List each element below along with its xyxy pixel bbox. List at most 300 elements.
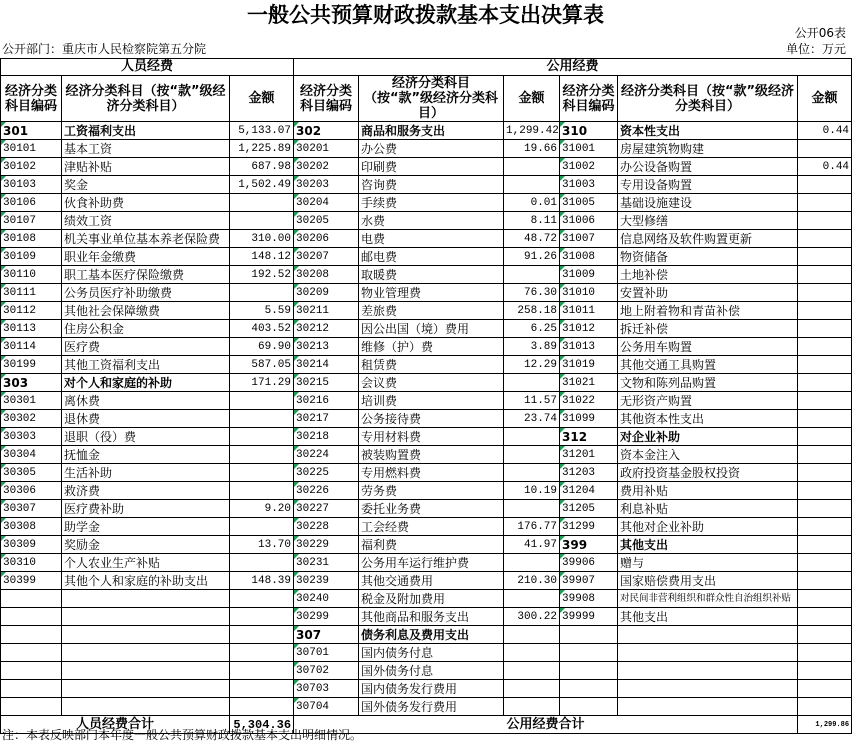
personnel-name-cell <box>62 680 230 698</box>
personnel-name-cell: 助学金 <box>62 518 230 536</box>
personnel-amount-cell <box>230 482 294 500</box>
personnel-name-cell: 奖金 <box>62 176 230 194</box>
public-col2-name-cell: 其他对企业补助 <box>618 518 798 536</box>
public-col2-name-cell <box>618 698 798 716</box>
public-col1-code-header: 经济分类科目编码 <box>294 76 359 122</box>
personnel-code-cell <box>1 644 62 662</box>
public-col2-name-cell <box>618 626 798 644</box>
personnel-code-cell <box>1 608 62 626</box>
public-col1-amount-cell <box>504 374 560 392</box>
public-col1-amount-cell <box>504 500 560 518</box>
public-col1-amount-cell: 91.26 <box>504 248 560 266</box>
personnel-group-header: 人员经费 <box>1 59 294 76</box>
table-row <box>1 554 852 572</box>
personnel-amount-cell <box>230 410 294 428</box>
personnel-total-amount: 5,304.36 <box>230 716 294 734</box>
personnel-code-cell: 303 <box>1 374 62 392</box>
table-row <box>1 410 852 428</box>
public-col1-name-cell: 办公费 <box>359 140 504 158</box>
public-col1-name-cell: 维修（护）费 <box>359 338 504 356</box>
public-col2-code-cell: 31009 <box>560 266 618 284</box>
personnel-amount-cell <box>230 446 294 464</box>
personnel-amount-cell: 310.00 <box>230 230 294 248</box>
public-col2-code-cell <box>560 644 618 662</box>
public-col2-name-cell: 其他支出 <box>618 608 798 626</box>
public-col2-amount-cell <box>798 518 852 536</box>
public-col1-name-cell: 被装购置费 <box>359 446 504 464</box>
public-col2-code-cell: 31001 <box>560 140 618 158</box>
public-col1-name-cell: 福利费 <box>359 536 504 554</box>
public-col2-code-cell: 39908 <box>560 590 618 608</box>
personnel-code-cell: 30302 <box>1 410 62 428</box>
public-col1-amount-cell: 10.19 <box>504 482 560 500</box>
personnel-name-cell: 生活补助 <box>62 464 230 482</box>
public-col1-name-cell: 咨询费 <box>359 176 504 194</box>
table-row <box>1 176 852 194</box>
public-col2-code-cell: 31021 <box>560 374 618 392</box>
table-row <box>1 194 852 212</box>
personnel-amount-cell: 1,502.49 <box>230 176 294 194</box>
public-col2-name-cell: 对民间非营利组织和群众性自治组织补贴 <box>618 590 798 608</box>
personnel-amount-cell <box>230 680 294 698</box>
public-col1-code-cell: 30206 <box>294 230 359 248</box>
personnel-amount-cell: 9.20 <box>230 500 294 518</box>
public-col2-code-cell: 39907 <box>560 572 618 590</box>
public-col1-name-cell: 专用燃料费 <box>359 464 504 482</box>
public-col1-code-cell: 30703 <box>294 680 359 698</box>
public-col1-name-cell: 电费 <box>359 230 504 248</box>
personnel-name-cell: 其他工资福利支出 <box>62 356 230 374</box>
public-col2-code-cell: 31007 <box>560 230 618 248</box>
personnel-amount-cell: 403.52 <box>230 320 294 338</box>
public-col2-name-cell <box>618 680 798 698</box>
personnel-code-cell: 30111 <box>1 284 62 302</box>
public-col1-name-cell: 委托业务费 <box>359 500 504 518</box>
personnel-code-cell: 30304 <box>1 446 62 464</box>
public-col2-code-cell: 31008 <box>560 248 618 266</box>
personnel-code-cell: 30109 <box>1 248 62 266</box>
public-col1-amount-cell <box>504 158 560 176</box>
public-col2-amount-cell: 0.44 <box>798 122 852 140</box>
public-col1-code-cell: 30215 <box>294 374 359 392</box>
personnel-code-cell: 301 <box>1 122 62 140</box>
public-col1-code-cell: 30211 <box>294 302 359 320</box>
personnel-amount-cell: 171.29 <box>230 374 294 392</box>
public-group-header: 公用经费 <box>294 59 852 76</box>
public-col1-name-cell: 邮电费 <box>359 248 504 266</box>
personnel-name-cell: 职工基本医疗保险缴费 <box>62 266 230 284</box>
public-col2-code-cell: 31003 <box>560 176 618 194</box>
public-col2-name-cell: 无形资产购置 <box>618 392 798 410</box>
public-col1-amount-cell: 41.97 <box>504 536 560 554</box>
public-col2-amount-header: 金额 <box>798 76 852 122</box>
personnel-code-cell: 30399 <box>1 572 62 590</box>
public-col2-code-cell: 31012 <box>560 320 618 338</box>
table-row <box>1 626 852 644</box>
public-col1-name-cell: 会议费 <box>359 374 504 392</box>
table-body <box>1 122 852 716</box>
form-number: 公开06表 <box>794 26 846 40</box>
table-row <box>1 644 852 662</box>
personnel-code-cell: 30110 <box>1 266 62 284</box>
public-col2-amount-cell <box>798 482 852 500</box>
public-col2-name-cell <box>618 644 798 662</box>
public-col2-name-cell: 房屋建筑物购建 <box>618 140 798 158</box>
expenditure-table <box>0 58 852 734</box>
table-row <box>1 518 852 536</box>
public-col1-code-cell: 30218 <box>294 428 359 446</box>
personnel-code-cell: 30310 <box>1 554 62 572</box>
public-col1-amount-cell: 300.22 <box>504 608 560 626</box>
public-col1-name-cell: 专用材料费 <box>359 428 504 446</box>
personnel-amount-cell <box>230 428 294 446</box>
public-col1-amount-cell: 0.01 <box>504 194 560 212</box>
public-col2-amount-cell <box>798 338 852 356</box>
table-row <box>1 590 852 608</box>
public-col2-code-cell <box>560 626 618 644</box>
public-col1-name-cell: 商品和服务支出 <box>359 122 504 140</box>
personnel-code-cell: 30309 <box>1 536 62 554</box>
public-col1-amount-cell: 210.30 <box>504 572 560 590</box>
public-col2-code-cell: 31022 <box>560 392 618 410</box>
public-col1-amount-cell <box>504 176 560 194</box>
public-col2-amount-cell <box>798 464 852 482</box>
public-col1-code-cell: 30239 <box>294 572 359 590</box>
personnel-code-cell: 30106 <box>1 194 62 212</box>
public-col1-code-cell: 30205 <box>294 212 359 230</box>
public-col1-code-cell: 30702 <box>294 662 359 680</box>
table-row <box>1 428 852 446</box>
table-row <box>1 536 852 554</box>
public-col2-name-cell: 地上附着物和青苗补偿 <box>618 302 798 320</box>
public-col2-code-cell: 39999 <box>560 608 618 626</box>
personnel-amount-cell <box>230 698 294 716</box>
personnel-amount-cell <box>230 464 294 482</box>
public-col2-name-cell: 费用补贴 <box>618 482 798 500</box>
public-col1-code-cell: 30224 <box>294 446 359 464</box>
personnel-name-cell: 伙食补助费 <box>62 194 230 212</box>
personnel-amount-cell: 5.59 <box>230 302 294 320</box>
public-col2-name-cell: 物资储备 <box>618 248 798 266</box>
public-col1-name-cell: 劳务费 <box>359 482 504 500</box>
public-col2-code-cell: 31010 <box>560 284 618 302</box>
public-col1-code-cell: 30217 <box>294 410 359 428</box>
public-col1-name-cell: 国内债务发行费用 <box>359 680 504 698</box>
public-col2-name-cell: 安置补助 <box>618 284 798 302</box>
table-row <box>1 500 852 518</box>
personnel-code-cell: 30303 <box>1 428 62 446</box>
personnel-name-cell: 工资福利支出 <box>62 122 230 140</box>
personnel-name-cell: 医疗费补助 <box>62 500 230 518</box>
personnel-name-cell: 对个人和家庭的补助 <box>62 374 230 392</box>
public-col2-amount-cell <box>798 626 852 644</box>
public-col1-name-cell: 债务利息及费用支出 <box>359 626 504 644</box>
public-col2-amount-cell <box>798 536 852 554</box>
public-col1-name-cell: 税金及附加费用 <box>359 590 504 608</box>
personnel-amount-cell <box>230 518 294 536</box>
table-row <box>1 680 852 698</box>
public-col2-name-cell: 政府投资基金股权投资 <box>618 464 798 482</box>
public-col1-amount-cell <box>504 662 560 680</box>
public-col2-amount-cell <box>798 266 852 284</box>
table-row <box>1 122 852 140</box>
public-col2-code-cell: 31005 <box>560 194 618 212</box>
personnel-name-cell: 公务员医疗补助缴费 <box>62 284 230 302</box>
public-col2-name-cell: 土地补偿 <box>618 266 798 284</box>
public-col2-amount-cell <box>798 356 852 374</box>
personnel-amount-cell: 687.98 <box>230 158 294 176</box>
personnel-amount-cell: 1,225.89 <box>230 140 294 158</box>
personnel-code-cell: 30103 <box>1 176 62 194</box>
public-col2-code-cell: 31203 <box>560 464 618 482</box>
personnel-amount-cell <box>230 626 294 644</box>
public-col2-code-header: 经济分类科目编码 <box>560 76 618 122</box>
public-col2-name-cell: 专用设备购置 <box>618 176 798 194</box>
personnel-amount-cell: 148.39 <box>230 572 294 590</box>
public-col1-amount-cell: 19.66 <box>504 140 560 158</box>
public-col1-amount-cell: 6.25 <box>504 320 560 338</box>
public-col1-amount-cell: 176.77 <box>504 518 560 536</box>
public-col2-code-cell: 312 <box>560 428 618 446</box>
public-col1-code-cell: 30214 <box>294 356 359 374</box>
public-col1-code-cell: 30213 <box>294 338 359 356</box>
personnel-name-cell: 奖励金 <box>62 536 230 554</box>
footnote: 注：本表反映部门本年度一般公共预算财政拨款基本支出明细情况。 <box>2 728 363 742</box>
public-col2-code-cell <box>560 662 618 680</box>
public-col2-code-cell: 39906 <box>560 554 618 572</box>
personnel-name-cell: 基本工资 <box>62 140 230 158</box>
personnel-code-cell <box>1 698 62 716</box>
personnel-code-cell: 30305 <box>1 464 62 482</box>
personnel-name-cell: 救济费 <box>62 482 230 500</box>
public-total-label: 公用经费合计 <box>294 716 798 734</box>
public-col1-code-cell: 30240 <box>294 590 359 608</box>
public-col2-name-cell: 拆迁补偿 <box>618 320 798 338</box>
table-row <box>1 374 852 392</box>
personnel-amount-cell <box>230 644 294 662</box>
public-col1-amount-cell <box>504 590 560 608</box>
public-col2-amount-cell: 0.44 <box>798 158 852 176</box>
department-label: 公开部门：重庆市人民检察院第五分院 <box>2 42 207 56</box>
public-col1-amount-cell: 23.74 <box>504 410 560 428</box>
personnel-code-cell: 30114 <box>1 338 62 356</box>
public-col1-amount-cell <box>504 680 560 698</box>
public-col2-amount-cell <box>798 302 852 320</box>
public-col1-name-cell: 差旅费 <box>359 302 504 320</box>
public-col1-code-cell: 307 <box>294 626 359 644</box>
personnel-name-cell: 机关事业单位基本养老保险费 <box>62 230 230 248</box>
personnel-name-cell: 医疗费 <box>62 338 230 356</box>
personnel-name-cell <box>62 644 230 662</box>
public-col1-code-cell: 302 <box>294 122 359 140</box>
public-col2-amount-cell <box>798 176 852 194</box>
public-col2-amount-cell <box>798 662 852 680</box>
public-total-amount: 1,299.86 <box>798 716 852 734</box>
public-col2-amount-cell <box>798 428 852 446</box>
personnel-code-cell: 30308 <box>1 518 62 536</box>
public-col2-amount-cell <box>798 140 852 158</box>
personnel-amount-cell: 13.70 <box>230 536 294 554</box>
public-col1-code-cell: 30208 <box>294 266 359 284</box>
personnel-amount-cell <box>230 608 294 626</box>
personnel-name-cell: 绩效工资 <box>62 212 230 230</box>
public-col2-code-cell: 31099 <box>560 410 618 428</box>
table-row <box>1 158 852 176</box>
public-col2-amount-cell <box>798 572 852 590</box>
public-col1-amount-cell <box>504 266 560 284</box>
public-col2-amount-cell <box>798 554 852 572</box>
public-col1-name-cell: 手续费 <box>359 194 504 212</box>
public-col2-amount-cell <box>798 410 852 428</box>
table-row <box>1 698 852 716</box>
public-col1-code-cell: 30212 <box>294 320 359 338</box>
table-row <box>1 392 852 410</box>
public-col1-code-cell: 30202 <box>294 158 359 176</box>
personnel-name-cell <box>62 590 230 608</box>
public-col2-code-cell <box>560 680 618 698</box>
personnel-amount-cell: 148.12 <box>230 248 294 266</box>
public-col1-amount-cell: 258.18 <box>504 302 560 320</box>
public-col1-name-cell: 国外债务发行费用 <box>359 698 504 716</box>
public-col2-amount-cell <box>798 392 852 410</box>
table-row <box>1 446 852 464</box>
public-col1-name-cell: 取暖费 <box>359 266 504 284</box>
personnel-code-cell: 30107 <box>1 212 62 230</box>
table-row <box>1 248 852 266</box>
public-col1-name-cell: 国外债务付息 <box>359 662 504 680</box>
public-col1-name-cell: 公务用车运行维护费 <box>359 554 504 572</box>
public-col1-code-cell: 30229 <box>294 536 359 554</box>
public-col1-code-cell: 30204 <box>294 194 359 212</box>
public-col1-name-cell: 其他交通费用 <box>359 572 504 590</box>
personnel-amount-cell <box>230 194 294 212</box>
public-col1-amount-cell <box>504 464 560 482</box>
personnel-name-cell: 退休费 <box>62 410 230 428</box>
personnel-name-cell: 职业年金缴费 <box>62 248 230 266</box>
public-col1-code-cell: 30216 <box>294 392 359 410</box>
public-col1-name-cell: 租赁费 <box>359 356 504 374</box>
personnel-amount-cell <box>230 392 294 410</box>
public-col1-name-cell: 国内债务付息 <box>359 644 504 662</box>
public-col2-name-header: 经济分类科目（按“款”级经济分类科目） <box>618 76 798 122</box>
public-col2-code-cell: 31299 <box>560 518 618 536</box>
public-col1-code-cell: 30209 <box>294 284 359 302</box>
public-col2-name-cell: 对企业补助 <box>618 428 798 446</box>
personnel-code-cell: 30101 <box>1 140 62 158</box>
public-col1-name-cell: 因公出国（境）费用 <box>359 320 504 338</box>
public-col2-amount-cell <box>798 680 852 698</box>
public-col2-code-cell: 31013 <box>560 338 618 356</box>
public-col1-code-cell: 30704 <box>294 698 359 716</box>
personnel-code-cell: 30307 <box>1 500 62 518</box>
personnel-code-cell <box>1 590 62 608</box>
personnel-amount-cell: 192.52 <box>230 266 294 284</box>
public-col2-code-cell <box>560 698 618 716</box>
personnel-amount-cell: 69.90 <box>230 338 294 356</box>
public-col2-code-cell: 31006 <box>560 212 618 230</box>
public-col1-code-cell: 30207 <box>294 248 359 266</box>
table-row <box>1 356 852 374</box>
public-col2-name-cell: 办公设备购置 <box>618 158 798 176</box>
public-col1-code-cell: 30201 <box>294 140 359 158</box>
public-col2-amount-cell <box>798 194 852 212</box>
public-col1-code-cell: 30226 <box>294 482 359 500</box>
personnel-amount-cell <box>230 554 294 572</box>
public-col2-amount-cell <box>798 374 852 392</box>
public-col1-code-cell: 30701 <box>294 644 359 662</box>
public-col2-code-cell: 31011 <box>560 302 618 320</box>
public-col2-name-cell: 其他资本性支出 <box>618 410 798 428</box>
public-col2-name-cell: 资本性支出 <box>618 122 798 140</box>
public-col2-name-cell: 资本金注入 <box>618 446 798 464</box>
personnel-amount-cell <box>230 212 294 230</box>
public-col2-name-cell: 公务用车购置 <box>618 338 798 356</box>
public-col1-amount-cell: 1,299.42 <box>504 122 560 140</box>
page-title: 一般公共预算财政拨款基本支出决算表 <box>247 3 604 27</box>
public-col2-amount-cell <box>798 590 852 608</box>
public-col2-amount-cell <box>798 644 852 662</box>
public-col1-amount-cell: 12.29 <box>504 356 560 374</box>
public-col1-amount-cell <box>504 698 560 716</box>
personnel-code-cell: 30112 <box>1 302 62 320</box>
public-col1-name-cell: 物业管理费 <box>359 284 504 302</box>
personnel-amount-cell <box>230 662 294 680</box>
table-row <box>1 572 852 590</box>
personnel-code-cell: 30113 <box>1 320 62 338</box>
public-col1-amount-cell <box>504 446 560 464</box>
public-col2-code-cell: 399 <box>560 536 618 554</box>
public-col2-name-cell: 利息补贴 <box>618 500 798 518</box>
personnel-name-cell: 其他社会保障缴费 <box>62 302 230 320</box>
public-col1-code-cell: 30225 <box>294 464 359 482</box>
public-col2-amount-cell <box>798 608 852 626</box>
personnel-name-cell <box>62 626 230 644</box>
public-col1-name-header: 经济分类科目（按“款”级经济分类科目） <box>359 76 504 122</box>
public-col1-code-cell: 30203 <box>294 176 359 194</box>
personnel-amount-cell <box>230 284 294 302</box>
public-col1-name-cell: 工会经费 <box>359 518 504 536</box>
public-col2-amount-cell <box>798 320 852 338</box>
personnel-amount-cell <box>230 590 294 608</box>
public-col1-amount-cell: 76.30 <box>504 284 560 302</box>
public-col2-name-cell: 基础设施建设 <box>618 194 798 212</box>
public-col2-amount-cell <box>798 500 852 518</box>
public-col1-amount-cell <box>504 644 560 662</box>
personnel-code-cell: 30306 <box>1 482 62 500</box>
personnel-code-cell: 30199 <box>1 356 62 374</box>
public-col1-amount-cell <box>504 554 560 572</box>
personnel-code-header: 经济分类科目编码 <box>1 76 62 122</box>
table-row <box>1 230 852 248</box>
public-col2-code-cell: 31205 <box>560 500 618 518</box>
table-row <box>1 212 852 230</box>
public-col1-name-cell: 公务接待费 <box>359 410 504 428</box>
personnel-code-cell: 30301 <box>1 392 62 410</box>
public-col2-code-cell: 31019 <box>560 356 618 374</box>
personnel-name-cell: 个人农业生产补贴 <box>62 554 230 572</box>
table-row <box>1 338 852 356</box>
personnel-name-header: 经济分类科目（按“款”级经济分类科目） <box>62 76 230 122</box>
table-row <box>1 140 852 158</box>
public-col1-code-cell: 30227 <box>294 500 359 518</box>
public-col2-amount-cell <box>798 212 852 230</box>
personnel-code-cell <box>1 662 62 680</box>
table-row <box>1 266 852 284</box>
personnel-code-cell: 30108 <box>1 230 62 248</box>
group-header-row <box>1 59 852 76</box>
public-col2-name-cell: 文物和陈列品购置 <box>618 374 798 392</box>
personnel-code-cell <box>1 626 62 644</box>
